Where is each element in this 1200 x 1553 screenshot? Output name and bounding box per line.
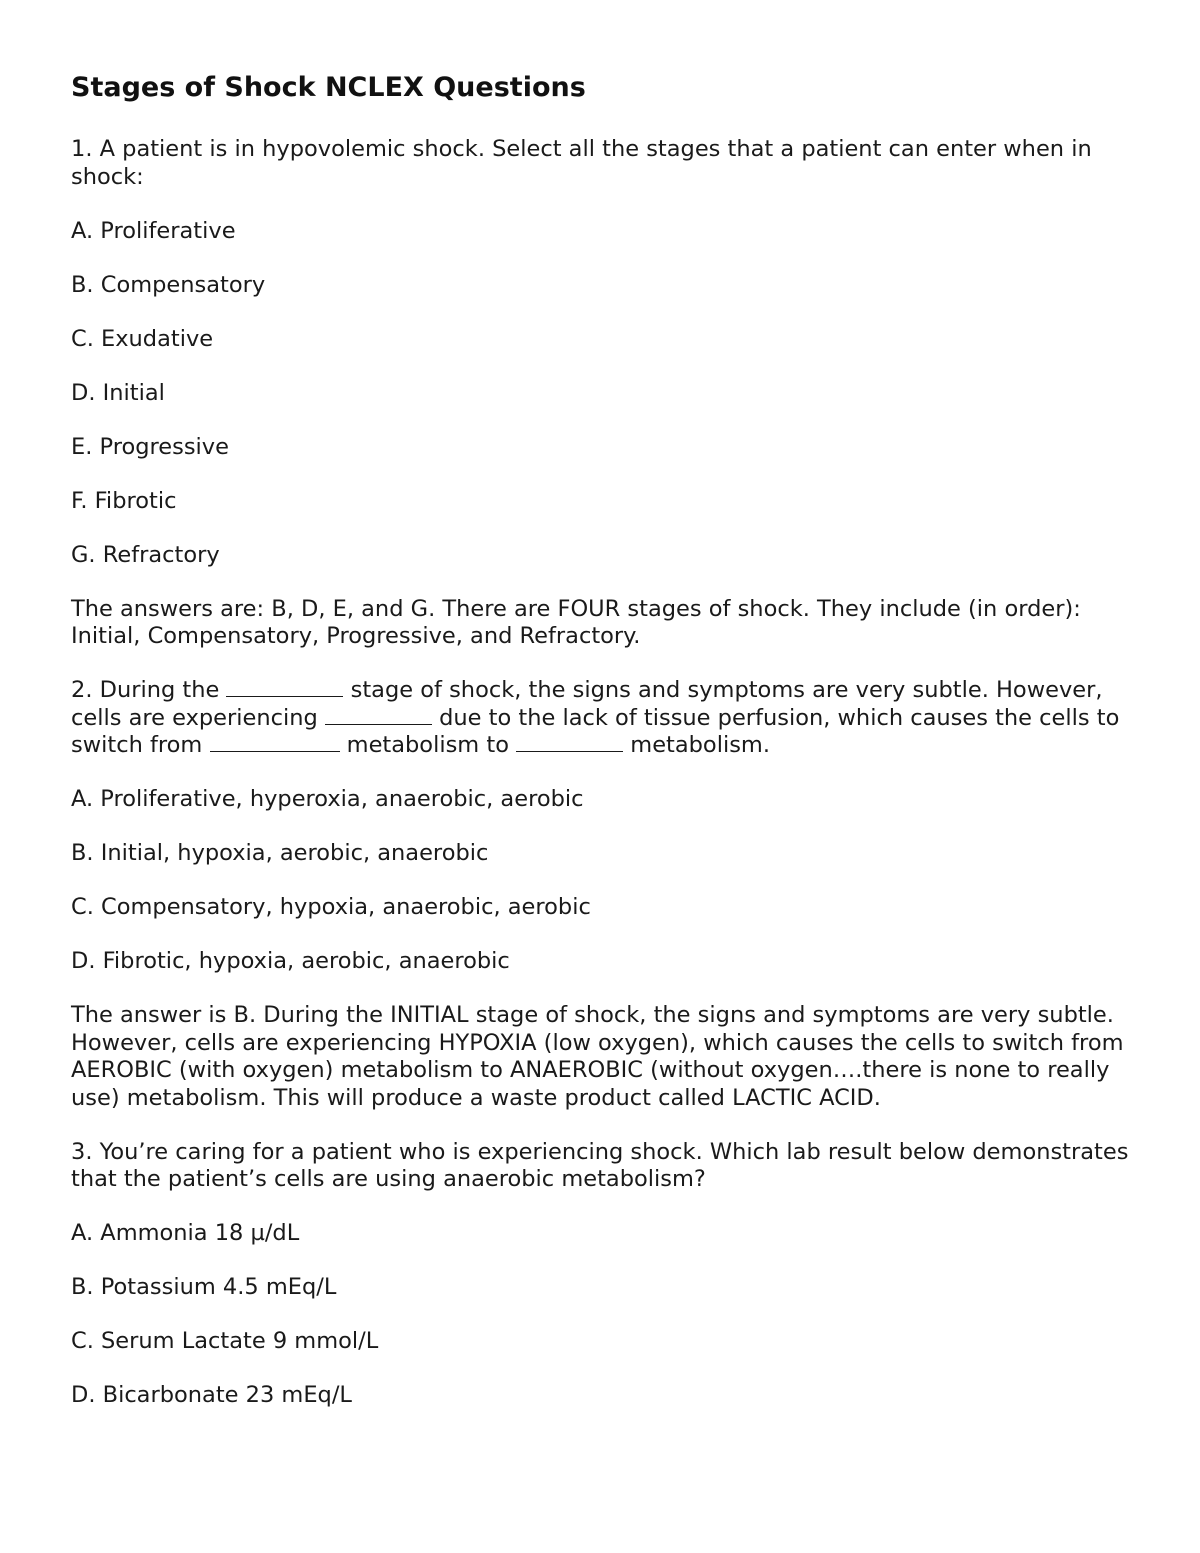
question-1-option-d: D. Initial — [71, 379, 165, 406]
page-title: Stages of Shock NCLEX Questions — [71, 72, 586, 103]
question-3-option-d: D. Bicarbonate 23 mEq/L — [71, 1382, 352, 1408]
question-1-answer: The answers are: B, D, E, and G. There are FOUR stages of shock. They include (in order): Initial, Compensatory, Progressive, and Refractory. — [71, 595, 1088, 649]
question-2-text-part-3: due to the lack of tissue perfusion, which causes the cells to switch from — [71, 704, 1120, 758]
question-2-text-part-2: stage of shock, the signs and symptoms are very subtle. However, cells are experiencing — [71, 677, 1103, 731]
question-1-option-b: B. Compensatory — [71, 271, 266, 298]
question-1-option-a: A. Proliferative — [71, 217, 236, 244]
question-2-option-a: A. Proliferative, hyperoxia, anaerobic, aerobic — [71, 786, 584, 812]
question-1-option-f: F. Fibrotic — [71, 487, 177, 514]
fill-in-blank-2 — [325, 706, 432, 725]
question-3-option-c: C. Serum Lactate 9 mmol/L — [71, 1328, 379, 1354]
fill-in-blank-3 — [210, 733, 340, 752]
fill-in-blank-1 — [226, 678, 343, 697]
document-page — [71, 70, 1141, 1436]
question-2-option-c: C. Compensatory, hypoxia, anaerobic, aerobic — [71, 894, 591, 920]
question-2-option-b: B. Initial, hypoxia, aerobic, anaerobic — [71, 840, 489, 866]
question-1-option-g: G. Refractory — [71, 541, 220, 568]
question-2-answer: The answer is B. During the INITIAL stage of shock, the signs and symptoms are very subtle. However, cells are experiencing HYPOXIA (low oxygen), which causes the cells to switch from AEROBIC (with oxygen) metabolism to ANAEROBIC (without oxygen….there is none to really use) metabolism. This will produce a waste product called LACTIC ACID. — [71, 1002, 1131, 1111]
question-1-text: 1. A patient is in hypovolemic shock. Select all the stages that a patient can enter when in shock: — [71, 136, 1099, 190]
question-2-text — [71, 677, 1141, 760]
fill-in-blank-4 — [516, 733, 623, 752]
question-3-option-b: B. Potassium 4.5 mEq/L — [71, 1274, 337, 1300]
question-3-text: 3. You’re caring for a patient who is experiencing shock. Which lab result below demonstrates that the patient’s cells are using anaerobic metabolism? — [71, 1138, 1136, 1192]
question-2-text-part-5: metabolism. — [630, 732, 770, 758]
question-2-text-part-4: metabolism to — [346, 732, 509, 758]
question-2-option-d: D. Fibrotic, hypoxia, aerobic, anaerobic — [71, 948, 510, 974]
question-1-option-c: C. Exudative — [71, 325, 214, 352]
question-1-option-e: E. Progressive — [71, 433, 229, 460]
question-3-option-a: A. Ammonia 18 µ/dL — [71, 1220, 300, 1246]
question-2-text-part-1: 2. During the — [71, 677, 220, 703]
